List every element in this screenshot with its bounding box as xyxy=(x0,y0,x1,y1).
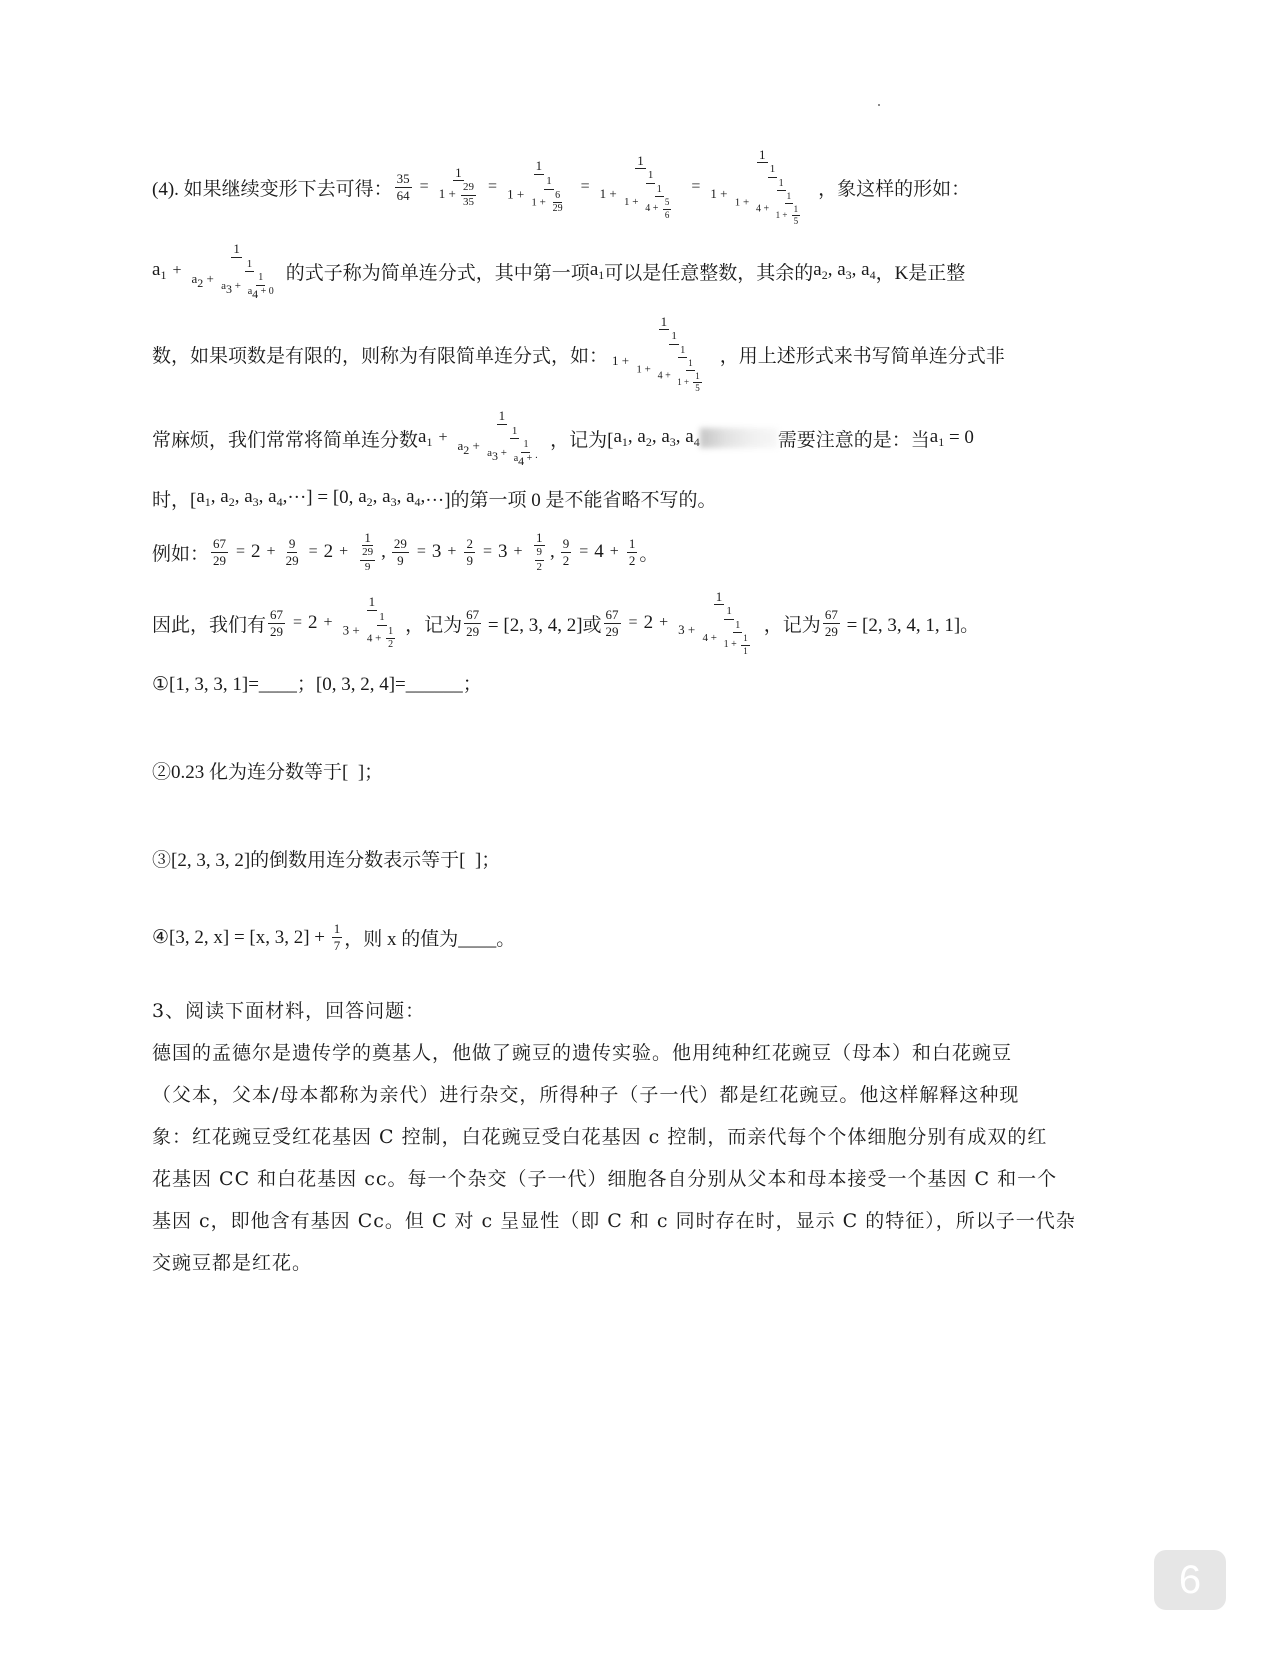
question-3-text: ③[2, 3, 3, 2]的倒数用连分数表示等于[ ]； xyxy=(152,849,501,871)
question-4 xyxy=(152,912,1132,962)
fraction-step2: 1 1 + 1 1 + $\frac{6}{29}$ xyxy=(507,158,563,215)
note-line: 时，[ $a_1$, $a_2$, $a_3$, $a_4$, ···] = [0, $a_2$, $a_3$, $a_4$, ···]的第一项 0 是不能省略不写的。 xyxy=(152,486,717,511)
question-4-text-1: ④[3, 2, x] = [x, 3, 2] + xyxy=(152,926,330,948)
therefore-text-1: 因此，我们有 xyxy=(152,614,267,636)
fraction-step4: 1 1 + 1 1 + 1 4 + 1 1 + $\frac{1}{5}$ xyxy=(710,146,799,227)
therefore-result-1: = [2, 3, 4, 2]或 xyxy=(483,614,602,636)
therefore-line: 因此，我们有 $\frac{67}{29}$ = 2 + 1 3 + 1 4 + $\frac{1}{2}$ ，记为 $\frac{67}{29}$ = [2, 3, 4, 2]或 $\frac{67}{29}$ = 2 + 1 3 + 1 4 + 1 1 + $\frac{1}{1}$ ，记为 $\frac{67}{29}$ = [2, 3, 4, 1, 1]。 xyxy=(152,588,980,656)
section-3-line-5: 基因 c，即他含有基因 Cc。但 C 对 c 呈显性（即 C 和 c 同时存在时，显示 C 的特征），所以子一代杂 xyxy=(152,1210,1076,1232)
finite-line xyxy=(152,312,1132,396)
note-text-3: ···]的第一项 0 是不能省略不写的。 xyxy=(425,489,717,511)
section-3-line-4: 花基因 CC 和白花基因 cc。每一个杂交（子一代）细胞各自分别从父本和母本接受一个基因 C 和一个 xyxy=(152,1168,1058,1190)
therefore-fraction-2: 1 3 + 1 4 + 1 1 + $\frac{1}{1}$ xyxy=(678,588,748,656)
blurred-region xyxy=(700,428,778,448)
notation-continued-fraction: 1 a2 + 1 a3 + $\frac{1}{a4 + \cdot}$ xyxy=(457,407,539,468)
question-3 xyxy=(152,840,1132,876)
definition-text-1: 的式子称为简单连分式，其中第一项 xyxy=(285,262,590,284)
question-2-text: ②0.23 化为连分数等于[ ]； xyxy=(152,761,384,783)
definition-text-3: ，K是正整 xyxy=(875,262,966,284)
therefore-result-2: = [2, 3, 4, 1, 1]。 xyxy=(841,614,980,636)
speck xyxy=(878,104,880,106)
question-1-text: ①[1, 3, 3, 1]=____；[0, 3, 2, 4]=______； xyxy=(152,673,482,695)
example-label: 例如： xyxy=(152,543,210,565)
fraction-35-64: $\frac{35}{64}$ xyxy=(396,170,410,203)
expansion-line: (4). 如果继续变形下去可得： $\frac{35}{64}$ = 1 1 + $\frac{29}{35}$ = 1 1 + 1 1 + $\frac{6}{29}$ = 1 1 + 1 1 + 1 4 + $\frac{5}{6}$ = 1 1 + 1 1 + 1 4 + 1 1 + $\frac{1}{5}$ ，象这样的形如： xyxy=(152,146,971,227)
note-text-1: 时，[ xyxy=(152,489,197,511)
definition-line: $a_1$ + 1 a2 + 1 a3 + $\frac{1}{a4 + 0}$ 的式子称为简单连分式，其中第一项 $a_1$ 可以是任意整数，其余的 $a_2$, $a_3$, $a_4$ ，K是正整 xyxy=(152,240,966,301)
section-3-line-1: 德国的孟德尔是遗传学的奠基人，他做了豌豆的遗传实验。他用纯种红花豌豆（母本）和白花豌豆 xyxy=(152,1042,1013,1064)
section-3-line-6: 交豌豆都是红花。 xyxy=(152,1252,313,1274)
question-1 xyxy=(152,664,1132,700)
notation-text-3: 需要注意的是：当 xyxy=(777,429,930,451)
therefore-recorded-2: ，记为 xyxy=(763,614,821,636)
fraction-step3: 1 1 + 1 1 + 1 4 + $\frac{5}{6}$ xyxy=(599,152,670,220)
expansion-closing: ，象这样的形如： xyxy=(818,178,971,200)
fraction-step1: 1 1 + $\frac{29}{35}$ xyxy=(438,164,475,208)
example-line: 例如： $\frac{67}{29}$ = 2 + $\frac{9}{29}$ = 2 + $\frac{1}{\frac{29}{9}}$ , $\frac{29}{9}$ = 3 + $\frac{2}{9}$ = 3 + $\frac{1}{\frac{9}{2}}$ , $\frac{9}{2}$ = 4 + $\frac{1}{2}$ 。 xyxy=(152,529,659,573)
question-2 xyxy=(152,752,1132,788)
therefore-recorded-1: ，记为 xyxy=(405,614,463,636)
notation-text-1: 常麻烦，我们常常将简单连分数 xyxy=(152,429,419,451)
page-number-badge xyxy=(1154,1550,1226,1610)
therefore-fraction-1: 1 3 + 1 4 + $\frac{1}{2}$ xyxy=(342,594,394,651)
expansion-intro: (4). 如果继续变形下去可得： xyxy=(152,178,393,200)
section-3-line-2: （父本，父本/母本都称为亲代）进行杂交，所得种子（子一代）都是红花豌豆。他这样解释这种现 xyxy=(152,1084,1020,1106)
notation-line: 常麻烦，我们常常将简单连分数 $a_1$ + 1 a2 + 1 a3 + $\frac{1}{a4 + \cdot}$ ，记为[ $a_1$, $a_2$, $a_3$, $a_4$ 需要注意的是：当 $a_1$ = 0 xyxy=(152,407,974,468)
section-3 xyxy=(152,990,1132,1284)
finite-text-2: ，用上述形式来书写简单连分式非 xyxy=(719,345,1005,367)
page-number: 6 xyxy=(1178,1557,1202,1602)
notation-text-4: = 0 xyxy=(944,427,974,448)
section-3-title: 3、阅读下面材料，回答问题： xyxy=(152,1000,426,1022)
note-text-2: ···] = [0, xyxy=(287,487,359,508)
notation-text-2: ，记为[ xyxy=(550,429,614,451)
finite-text-1: 数，如果项数是有限的，则称为有限简单连分式，如： xyxy=(152,345,609,367)
definition-text-2: 可以是任意整数，其余的 xyxy=(604,262,814,284)
general-continued-fraction: 1 a2 + 1 a3 + $\frac{1}{a4 + 0}$ xyxy=(191,240,274,301)
finite-example-fraction: 1 1 + 1 1 + 1 4 + 1 1 + $\frac{1}{5}$ xyxy=(612,313,700,394)
section-3-line-3: 象：红花豌豆受红花基因 C 控制，白花豌豆受白花基因 c 控制，而亲代每个个体细胞分别有成双的红 xyxy=(152,1126,1048,1148)
question-4-fraction: $\frac{1}{7}$ xyxy=(333,920,341,953)
question-4-text-2: ，则 x 的值为____。 xyxy=(344,928,516,950)
